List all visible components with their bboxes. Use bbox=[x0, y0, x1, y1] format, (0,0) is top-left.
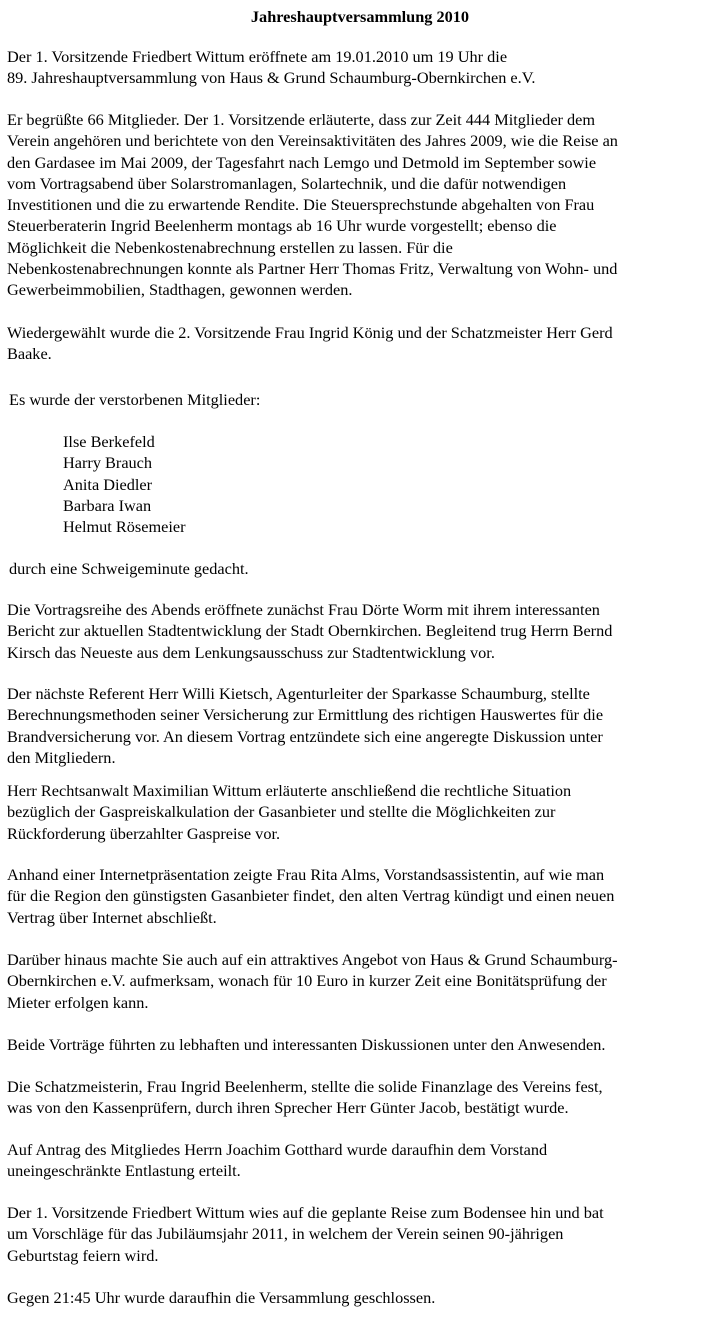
text-line: Die Schatzmeisterin, Frau Ingrid Beelenherm, stellte die solide Finanzlage des Vereins fest, bbox=[7, 1077, 603, 1096]
text-line: den Gardasee im Mai 2009, der Tagesfahrt nach Lemgo und Detmold im September sowie bbox=[7, 152, 597, 172]
paragraph-discharge bbox=[7, 1139, 715, 1182]
text-line: den Mitgliedern. bbox=[7, 747, 116, 767]
text-line: Vertrag über Internet abschließt. bbox=[7, 907, 217, 927]
paragraph-anniversary bbox=[7, 1202, 715, 1266]
text-line: Obernkirchen e.V. aufmerksam, wonach für 10 Euro in kurzer Zeit eine Bonitätsprüfung der bbox=[7, 971, 607, 991]
list-item: Harry Brauch bbox=[63, 453, 153, 473]
text-line: für die Region den günstigsten Gasanbieter findet, den alten Vertrag kündigt und einen neuen bbox=[7, 886, 615, 906]
text-line: Nebenkostenabrechnungen konnte als Partner Herr Thomas Fritz, Verwaltung von Wohn- und bbox=[7, 259, 618, 279]
paragraph-insurance bbox=[7, 683, 715, 768]
paragraph-internet bbox=[7, 864, 715, 928]
text-line: Gewerbeimmobilien, Stadthagen, gewonnen werden. bbox=[7, 280, 353, 300]
text-line: Er begrüßte 66 Mitglieder. Der 1. Vorsitzende erläuterte, dass zur Zeit 444 Mitglieder dem bbox=[7, 110, 596, 129]
paragraph-offer bbox=[7, 949, 715, 1013]
text-line: Wiedergewählt wurde die 2. Vorsitzende Frau Ingrid König und der Schatzmeister Herr Gerd bbox=[7, 323, 613, 342]
paragraph-gas-prices bbox=[7, 780, 715, 844]
text-line: Der 1. Vorsitzende Friedbert Wittum eröffnete am 19.01.2010 um 19 Uhr die bbox=[7, 47, 508, 66]
text-line: Bericht zur aktuellen Stadtentwicklung der Stadt Obernkirchen. Begleitend trug Herrn Bernd bbox=[7, 621, 613, 641]
text-line: Baake. bbox=[7, 344, 52, 364]
text-line: Rückforderung überzahlter Gaspreise vor. bbox=[7, 823, 281, 843]
text-line: Es wurde der verstorbenen Mitglieder: bbox=[9, 390, 261, 409]
text-line: Auf Antrag des Mitgliedes Herrn Joachim Gotthard wurde daraufhin dem Vorstand bbox=[7, 1140, 548, 1159]
paragraph-opening bbox=[7, 46, 715, 89]
text-line: Der nächste Referent Herr Willi Kietsch, Agenturleiter der Sparkasse Schaumburg, stellte bbox=[7, 684, 590, 703]
list-item: Anita Diedler bbox=[63, 474, 153, 494]
paragraph-lectures bbox=[7, 599, 715, 663]
text-line: bezüglich der Gaspreiskalkulation der Gasanbieter und stellte die Möglichkeiten zur bbox=[7, 802, 556, 822]
text-line: Beide Vorträge führten zu lebhaften und interessanten Diskussionen unter den Anwesenden. bbox=[7, 1035, 606, 1054]
text-line: Verein angehören und berichtete von den Vereinsaktivitäten des Jahres 2009, wie die Reise an bbox=[7, 131, 618, 151]
text-line: Gegen 21:45 Uhr wurde daraufhin die Versammlung geschlossen. bbox=[7, 1288, 436, 1307]
text-line: Herr Rechtsanwalt Maximilian Wittum erläuterte anschließend die rechtliche Situation bbox=[7, 781, 572, 800]
text-line: Der 1. Vorsitzende Friedbert Wittum wies auf die geplante Reise zum Bodensee hin und bat bbox=[7, 1203, 604, 1222]
text-line: vom Vortragsabend über Solarstromanlagen, Solartechnik, und die dafür notwendigen bbox=[7, 173, 567, 193]
text-line: Berechnungsmethoden seiner Versicherung zur Ermittlung des richtigen Hauswertes für die bbox=[7, 705, 604, 725]
list-item: Ilse Berkefeld bbox=[63, 432, 155, 451]
text-line: durch eine Schweigeminute gedacht. bbox=[9, 559, 249, 578]
text-line: Kirsch das Neueste aus dem Lenkungsausschuss zur Stadtentwicklung vor. bbox=[7, 642, 495, 662]
text-line: was von den Kassenprüfern, durch ihren Sprecher Herr Günter Jacob, bestätigt wurde. bbox=[7, 1098, 569, 1118]
text-line: Möglichkeit die Nebenkostenabrechnung erstellen zu lassen. Für die bbox=[7, 237, 453, 257]
deceased-list bbox=[0, 431, 708, 537]
text-line: Anhand einer Internetpräsentation zeigte Frau Rita Alms, Vorstandsassistentin, auf wie man bbox=[7, 865, 605, 884]
text-line: 89. Jahreshauptversammlung von Haus & Grund Schaumburg-Obernkirchen e.V. bbox=[7, 68, 536, 88]
text-line: Die Vortragsreihe des Abends eröffnete zunächst Frau Dörte Worm mit ihrem interessanten bbox=[7, 600, 600, 619]
paragraph-closing bbox=[7, 1287, 715, 1308]
text-line: Mieter erfolgen kann. bbox=[7, 992, 149, 1012]
text-line: Investitionen und die zu erwartende Rendite. Die Steuersprechstunde abgehalten von Frau bbox=[7, 195, 595, 215]
text-line: Geburtstag feiern wird. bbox=[7, 1245, 159, 1265]
text-line: um Vorschläge für das Jubiläumsjahr 2011, in welchem der Verein seinen 90-jährigen bbox=[7, 1224, 564, 1244]
paragraph-discussions bbox=[7, 1034, 715, 1055]
paragraph-report bbox=[7, 109, 715, 301]
paragraph-finances bbox=[7, 1076, 715, 1119]
text-line: Brandversicherung vor. An diesem Vortrag entzündete sich eine angeregte Diskussion unter bbox=[7, 726, 603, 746]
paragraph-memorial-intro bbox=[9, 389, 717, 410]
paragraph-reelection bbox=[7, 322, 715, 365]
text-line: uneingeschränkte Entlastung erteilt. bbox=[7, 1161, 241, 1181]
list-item: Helmut Rösemeier bbox=[63, 517, 186, 537]
text-line: Darüber hinaus machte Sie auch auf ein attraktives Angebot von Haus & Grund Schaumburg- bbox=[7, 950, 618, 969]
text-line: Steuerberaterin Ingrid Beelenherm montags ab 16 Uhr wurde vorgestellt; ebenso die bbox=[7, 216, 557, 236]
document-title: Jahreshauptversammlung 2010 bbox=[250, 7, 470, 26]
list-item: Barbara Iwan bbox=[63, 495, 152, 515]
paragraph-memorial-close bbox=[9, 558, 717, 579]
